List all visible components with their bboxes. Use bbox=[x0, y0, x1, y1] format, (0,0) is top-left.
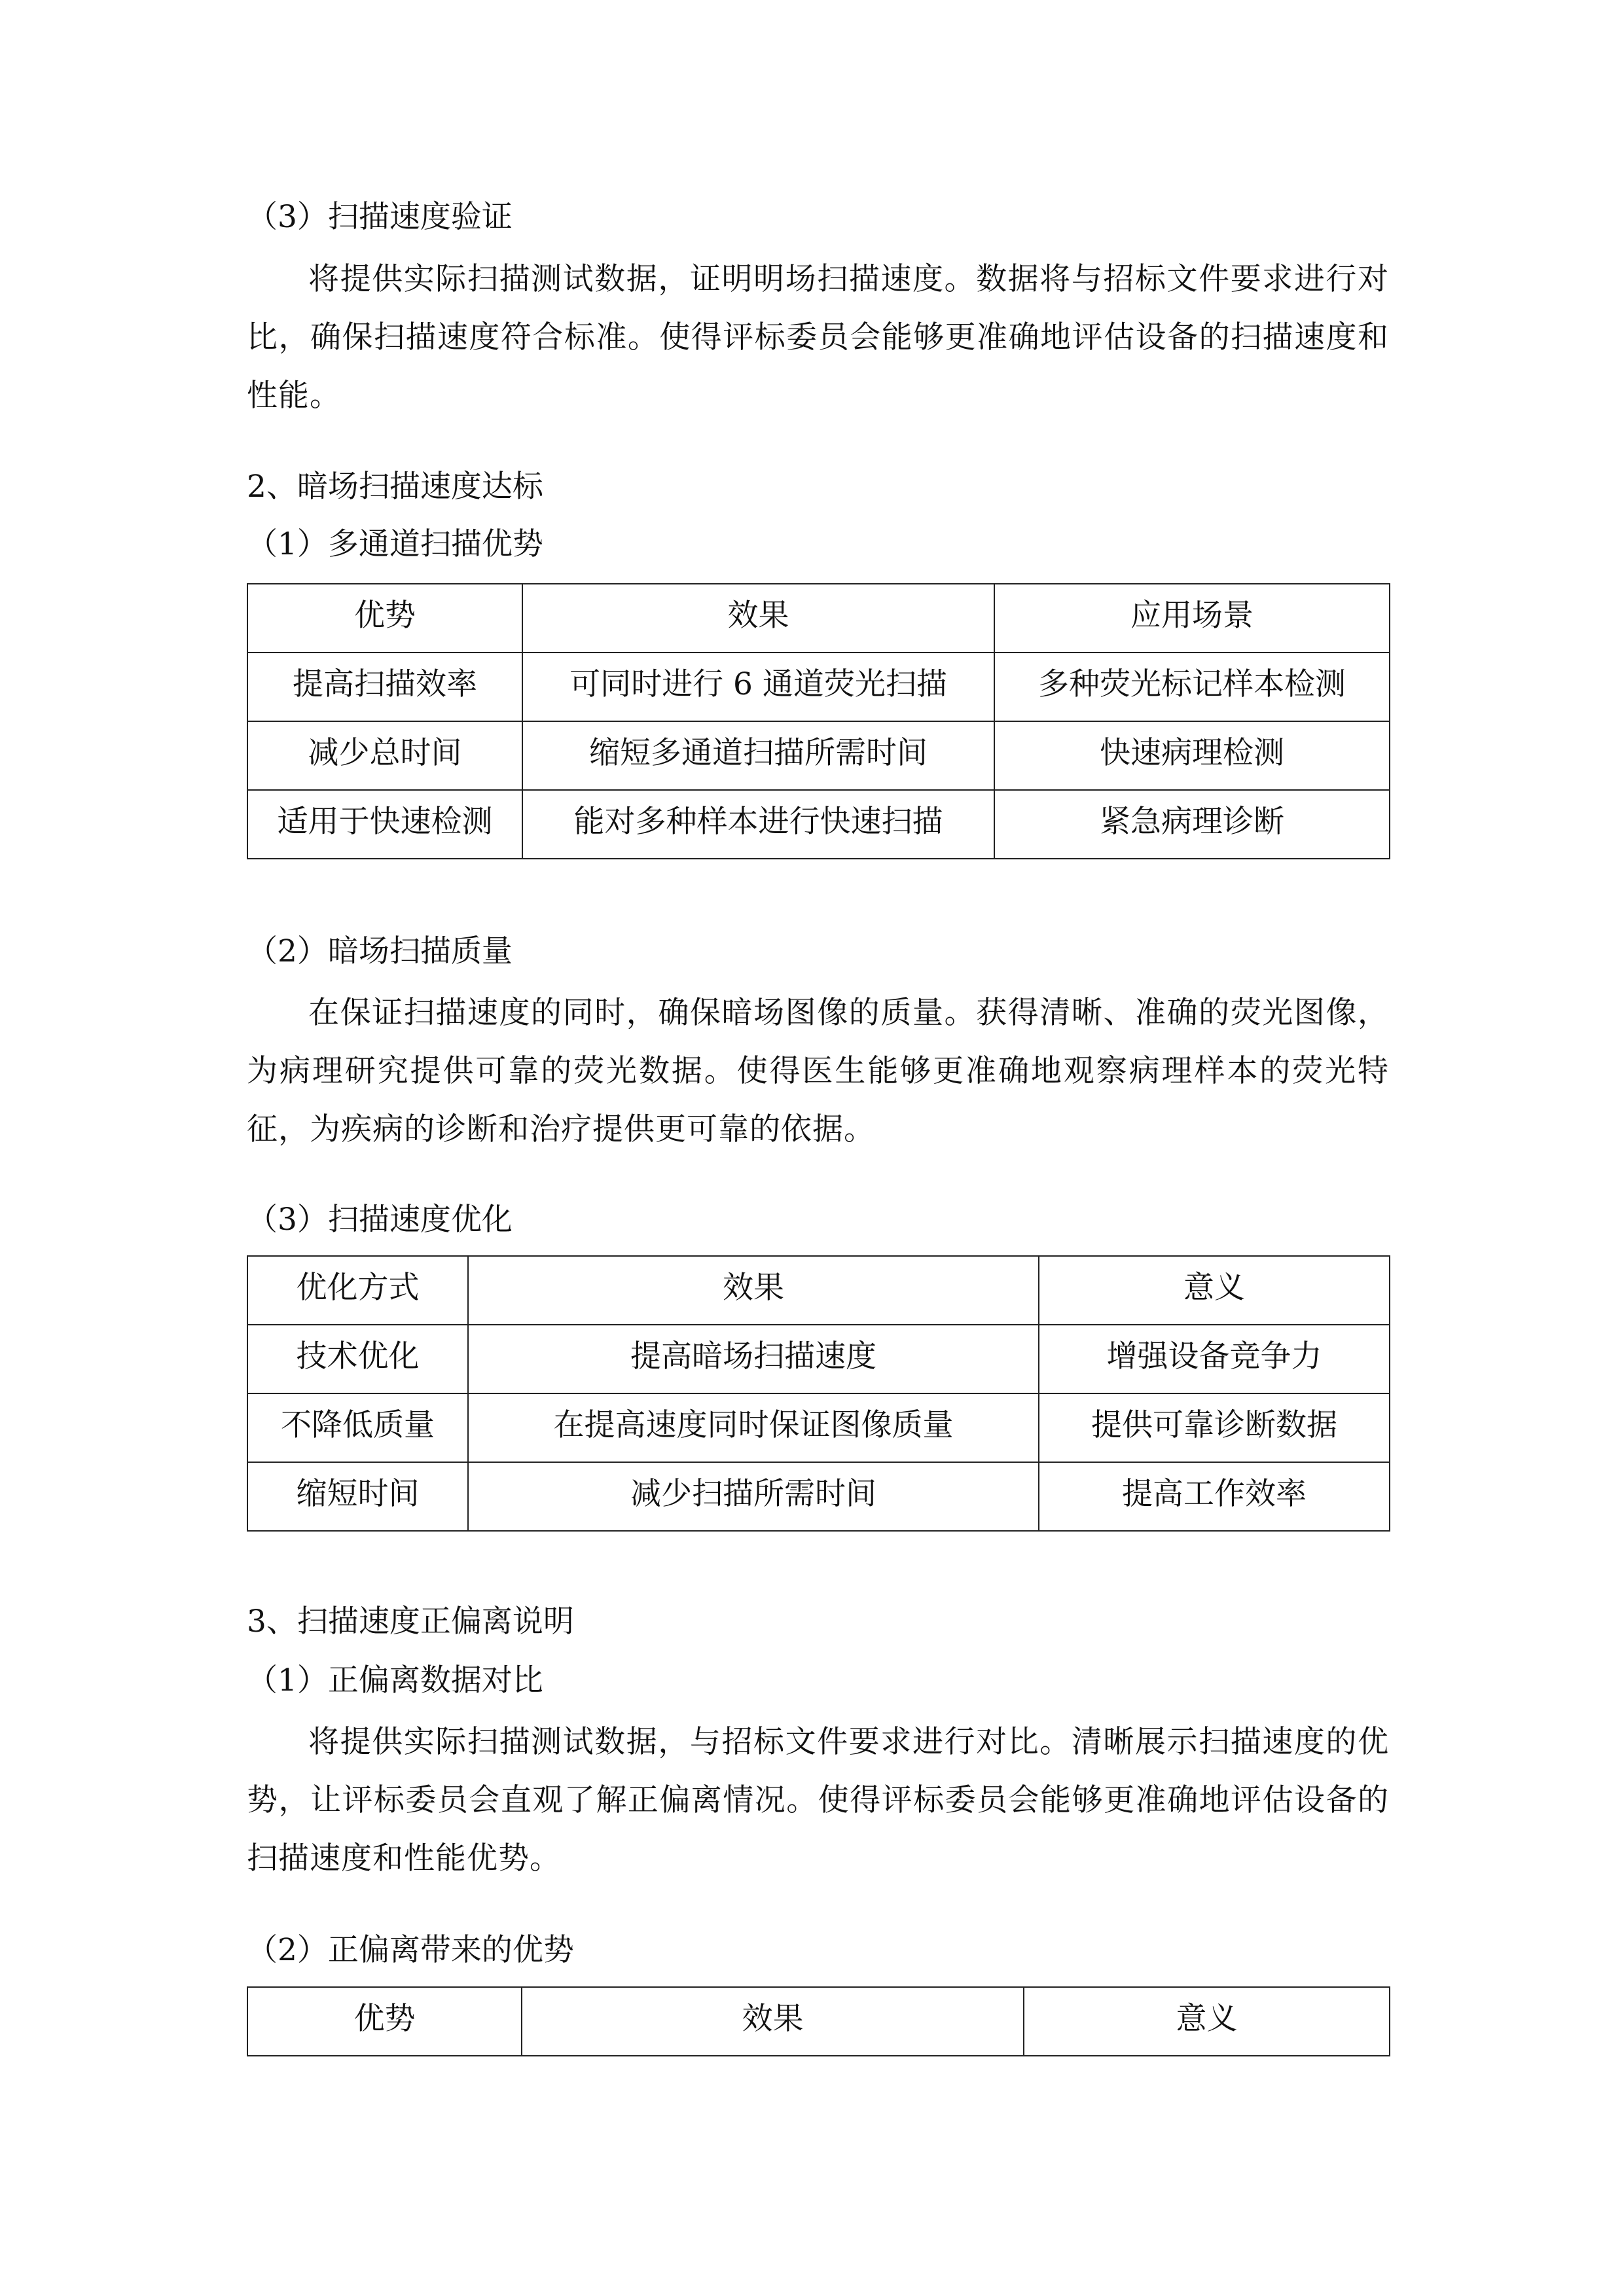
table-header-cell: 效果 bbox=[522, 1987, 1024, 2056]
table-header-cell: 优势 bbox=[247, 584, 522, 653]
table-header-row bbox=[247, 1256, 1390, 1325]
table-cell: 提高暗场扫描速度 bbox=[468, 1325, 1039, 1393]
table-row bbox=[247, 790, 1390, 859]
table-row bbox=[247, 1462, 1390, 1531]
table-header-row bbox=[247, 1987, 1390, 2056]
table-cell: 减少扫描所需时间 bbox=[468, 1462, 1039, 1531]
table-cell: 提高工作效率 bbox=[1039, 1462, 1390, 1531]
table-deviation-advantage bbox=[247, 1986, 1390, 2056]
subheading-darkfield-quality: （2）暗场扫描质量 bbox=[247, 933, 513, 969]
table-cell: 可同时进行 6 通道荧光扫描 bbox=[522, 653, 994, 721]
table-cell: 增强设备竞争力 bbox=[1039, 1325, 1390, 1393]
table-cell: 减少总时间 bbox=[247, 721, 522, 790]
table-cell: 快速病理检测 bbox=[994, 721, 1390, 790]
table-header-cell: 意义 bbox=[1039, 1256, 1390, 1325]
table-row bbox=[247, 721, 1390, 790]
table-cell: 缩短时间 bbox=[247, 1462, 468, 1531]
table-cell: 缩短多通道扫描所需时间 bbox=[522, 721, 994, 790]
subheading-speed-optimization: （3）扫描速度优化 bbox=[247, 1202, 513, 1238]
subheading-multichannel-advantage: （1）多通道扫描优势 bbox=[247, 526, 543, 562]
table-header-cell: 效果 bbox=[522, 584, 994, 653]
table-header-cell: 意义 bbox=[1024, 1987, 1390, 2056]
paragraph-scan-speed-verification: 将提供实际扫描测试数据，证明明场扫描速度。数据将与招标文件要求进行对比，确保扫描速度符合标准。使得评标委员会能够更准确地评估设备的扫描速度和性能。 bbox=[247, 261, 1389, 414]
heading-positive-deviation: 3、扫描速度正偏离说明 bbox=[247, 1604, 574, 1640]
table-cell: 提供可靠诊断数据 bbox=[1039, 1393, 1390, 1462]
table-header-cell: 应用场景 bbox=[994, 584, 1390, 653]
table-multichannel-advantage bbox=[247, 583, 1390, 859]
table-row bbox=[247, 1393, 1390, 1462]
table-header-row bbox=[247, 584, 1390, 653]
table-row bbox=[247, 653, 1390, 721]
table-row bbox=[247, 1325, 1390, 1393]
subheading-deviation-advantage: （2）正偏离带来的优势 bbox=[247, 1932, 574, 1968]
table-cell: 提高扫描效率 bbox=[247, 653, 522, 721]
table-cell: 适用于快速检测 bbox=[247, 790, 522, 859]
table-header-cell: 优势 bbox=[247, 1987, 522, 2056]
table-cell: 能对多种样本进行快速扫描 bbox=[522, 790, 994, 859]
table-cell: 技术优化 bbox=[247, 1325, 468, 1393]
subheading-scan-speed-verification: （3）扫描速度验证 bbox=[247, 199, 513, 235]
table-cell: 多种荧光标记样本检测 bbox=[994, 653, 1390, 721]
subheading-deviation-comparison: （1）正偏离数据对比 bbox=[247, 1662, 543, 1698]
table-header-cell: 优化方式 bbox=[247, 1256, 468, 1325]
paragraph-darkfield-quality: 在保证扫描速度的同时，确保暗场图像的质量。获得清晰、准确的荧光图像，为病理研究提供可靠的荧光数据。使得医生能够更准确地观察病理样本的荧光特征，为疾病的诊断和治疗提供更可靠的依据。 bbox=[247, 995, 1389, 1147]
paragraph-deviation-comparison: 将提供实际扫描测试数据，与招标文件要求进行对比。清晰展示扫描速度的优势，让评标委员会直观了解正偏离情况。使得评标委员会能够更准确地评估设备的扫描速度和性能优势。 bbox=[247, 1724, 1389, 1876]
heading-darkfield-speed: 2、暗场扫描速度达标 bbox=[247, 469, 543, 505]
table-header-cell: 效果 bbox=[468, 1256, 1039, 1325]
table-speed-optimization bbox=[247, 1255, 1390, 1532]
table-cell: 不降低质量 bbox=[247, 1393, 468, 1462]
table-cell: 紧急病理诊断 bbox=[994, 790, 1390, 859]
table-cell: 在提高速度同时保证图像质量 bbox=[468, 1393, 1039, 1462]
